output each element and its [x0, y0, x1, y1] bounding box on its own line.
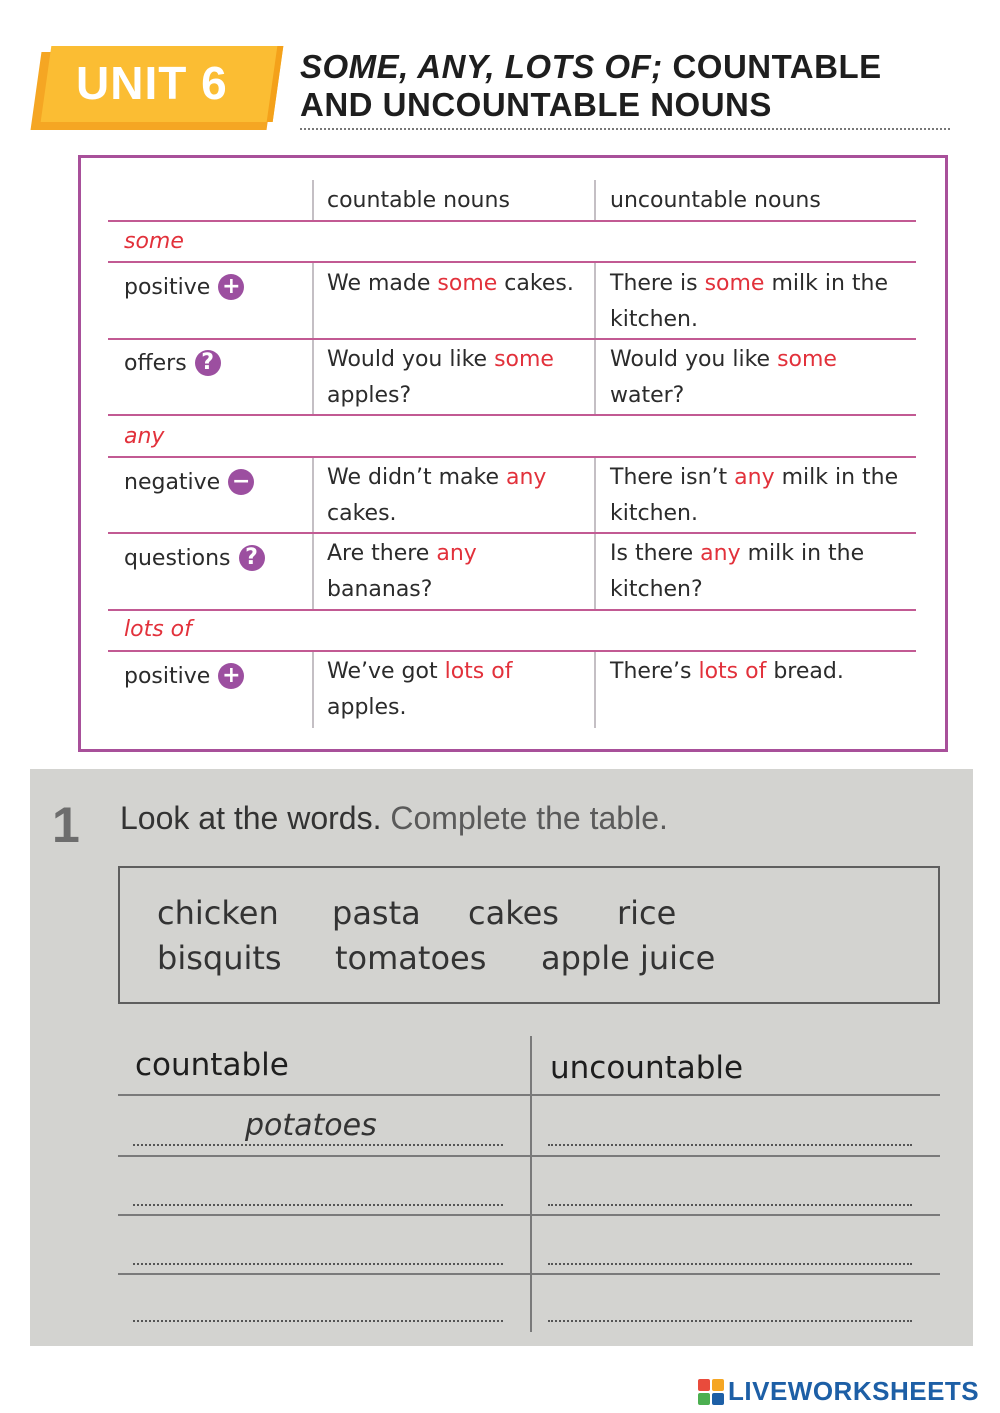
plus-icon: +: [218, 274, 244, 300]
minus-icon: −: [228, 469, 254, 495]
section-some: some: [124, 229, 184, 254]
exercise-instruction: [120, 800, 668, 837]
question-icon: ?: [195, 350, 221, 376]
example-answer: potatoes: [245, 1108, 377, 1143]
answer-row-rule: [118, 1094, 940, 1096]
answer-blank-uncountable[interactable]: [548, 1263, 912, 1265]
example-countable: We’ve got lots of apples.: [327, 659, 513, 720]
label-text: positive: [124, 663, 211, 689]
plus-icon: +: [218, 663, 244, 689]
row-label-positive: [124, 663, 244, 689]
row-divider: [108, 338, 916, 340]
answer-blank-uncountable[interactable]: [548, 1204, 912, 1206]
logo-block: [712, 1379, 724, 1391]
row-label-positive: [124, 274, 244, 300]
row-divider: [108, 532, 916, 534]
example-uncountable: Would you like some water?: [610, 347, 837, 408]
unit-label: UNIT 6: [76, 57, 228, 109]
exercise-number: 1: [52, 797, 80, 853]
example-uncountable: Is there any milk in the kitchen?: [610, 541, 865, 602]
example-uncountable: There’s lots of bread.: [610, 659, 844, 684]
instruction-part-a: Look at the words.: [120, 800, 382, 836]
col-divider: [312, 180, 314, 220]
title-rest: COUNTABLE: [672, 48, 882, 85]
word-tomatoes: tomatoes: [335, 939, 487, 977]
answer-blank-countable[interactable]: [133, 1263, 503, 1265]
example-countable: We made some cakes.: [327, 271, 574, 296]
label-text: positive: [124, 274, 211, 300]
label-text: questions: [124, 545, 231, 571]
answer-col-countable: countable: [135, 1047, 289, 1083]
answer-row-rule: [118, 1155, 940, 1157]
word-rice: rice: [617, 894, 677, 932]
row-divider: [108, 261, 916, 263]
word-chicken: chicken: [157, 894, 279, 932]
answer-blank-uncountable[interactable]: [548, 1320, 912, 1322]
unit-badge: [36, 46, 280, 132]
answer-col-uncountable: uncountable: [550, 1050, 744, 1086]
example-countable: Would you like some apples?: [327, 347, 554, 408]
word-cakes: cakes: [468, 894, 559, 932]
logo-icon: [698, 1379, 724, 1405]
col-divider: [312, 652, 314, 728]
row-label-questions: [124, 545, 265, 571]
answer-blank-countable[interactable]: [133, 1204, 503, 1206]
word-bank: [118, 866, 940, 1004]
answer-row-rule: [118, 1214, 940, 1216]
row-divider: [108, 414, 916, 416]
col-header-countable: countable nouns: [327, 188, 510, 213]
row-divider: [108, 220, 916, 222]
word-pasta: pasta: [332, 894, 421, 932]
logo-block: [712, 1393, 724, 1405]
example-uncountable: There is some milk in the kitchen.: [610, 271, 889, 332]
instruction-part-b: Complete the table.: [390, 800, 668, 836]
row-divider: [108, 456, 916, 458]
answer-row-rule: [118, 1273, 940, 1275]
answer-blank-countable[interactable]: [133, 1320, 503, 1322]
col-header-uncountable: uncountable nouns: [610, 188, 821, 213]
row-divider: [108, 650, 916, 652]
label-text: offers: [124, 350, 187, 376]
logo-text: LIVEWORKSHEETS: [728, 1376, 980, 1406]
example-countable: Are there any bananas?: [327, 541, 477, 602]
row-label-offers: [124, 350, 221, 376]
question-icon: ?: [239, 545, 265, 571]
page-title: [300, 48, 882, 124]
word-apple-juice: apple juice: [541, 939, 716, 977]
answer-blank-countable[interactable]: [133, 1144, 503, 1146]
liveworksheets-logo: [698, 1376, 979, 1407]
col-divider: [594, 652, 596, 728]
row-divider: [108, 609, 916, 611]
label-text: negative: [124, 469, 221, 495]
header-divider: [300, 128, 950, 130]
answer-col-divider: [530, 1036, 532, 1332]
logo-block: [698, 1393, 710, 1405]
word-bisquits: bisquits: [157, 939, 282, 977]
logo-block: [698, 1379, 710, 1391]
example-uncountable: There isn’t any milk in the kitchen.: [610, 465, 899, 526]
answer-blank-uncountable[interactable]: [548, 1144, 912, 1146]
row-label-negative: [124, 469, 254, 495]
section-lots-of: lots of: [124, 617, 192, 642]
section-any: any: [124, 424, 165, 449]
title-line2: AND UNCOUNTABLE NOUNS: [300, 86, 772, 123]
title-italic: SOME, ANY, LOTS OF;: [300, 48, 663, 85]
col-divider: [594, 180, 596, 220]
example-countable: We didn’t make any cakes.: [327, 465, 547, 526]
